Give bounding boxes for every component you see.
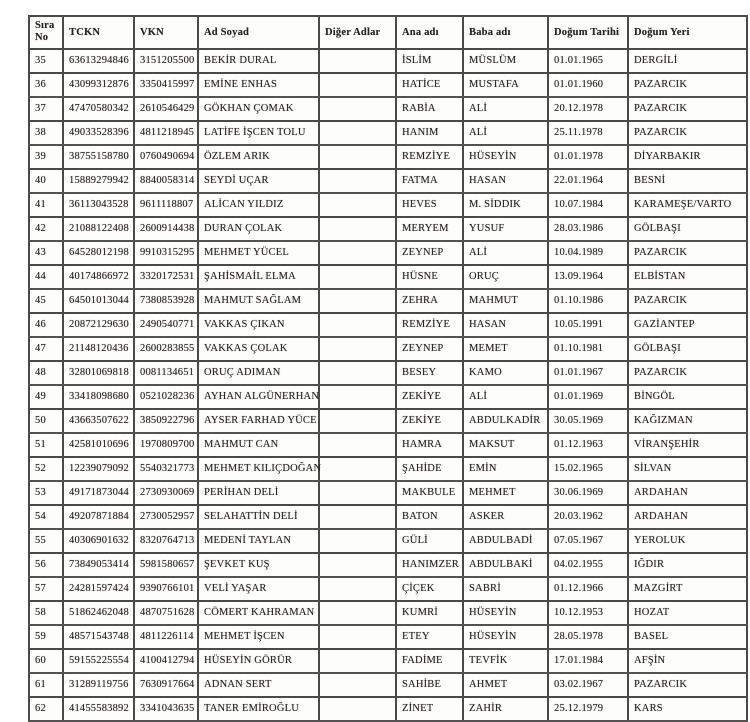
table-cell: HÜSEYİN GÖRÜR (198, 649, 319, 673)
table-cell: MEHMET (463, 481, 548, 505)
table-cell: 28.03.1986 (548, 217, 628, 241)
table-cell: M. SİDDIK (463, 193, 548, 217)
table-cell: 5981580657 (134, 553, 198, 577)
table-cell: 4811218945 (134, 121, 198, 145)
table-cell: AHMET (463, 673, 548, 697)
table-cell: 01.10.1986 (548, 289, 628, 313)
table-cell: 9611118807 (134, 193, 198, 217)
table-cell: ORUÇ (463, 265, 548, 289)
table-cell: 2730052957 (134, 505, 198, 529)
table-cell: 13.09.1964 (548, 265, 628, 289)
table-cell: 10.04.1989 (548, 241, 628, 265)
table-cell: 10.07.1984 (548, 193, 628, 217)
table-cell: MAZGİRT (628, 577, 747, 601)
persons-table (28, 15, 748, 722)
table-cell: HANIM (396, 121, 463, 145)
table-cell: MEHMET YÜCEL (198, 241, 319, 265)
table-cell: MEDENİ TAYLAN (198, 529, 319, 553)
table-cell: ÖZLEM ARIK (198, 145, 319, 169)
table-cell: MAHMUT SAĞLAM (198, 289, 319, 313)
table-cell: 48571543748 (63, 625, 134, 649)
table-cell: TEVFİK (463, 649, 548, 673)
table-cell (319, 145, 396, 169)
table-cell: 49033528396 (63, 121, 134, 145)
table-cell: KARAMEŞE/VARTO (628, 193, 747, 217)
table-cell: ASKER (463, 505, 548, 529)
table-cell: 0521028236 (134, 385, 198, 409)
table-cell: 8320764713 (134, 529, 198, 553)
table-cell (319, 169, 396, 193)
table-cell: 28.05.1978 (548, 625, 628, 649)
table-cell: 45 (29, 289, 63, 313)
table-cell: 59 (29, 625, 63, 649)
table-cell: MAKBULE (396, 481, 463, 505)
table-cell: 73849053414 (63, 553, 134, 577)
table-cell: 4870751628 (134, 601, 198, 625)
col-header-dogum-tarihi: Doğum Tarihi (548, 16, 628, 49)
table-cell: HOZAT (628, 601, 747, 625)
table-row (29, 481, 747, 505)
table-cell: BİNGÖL (628, 385, 747, 409)
table-cell: DERGİLİ (628, 49, 747, 73)
table-cell: 49171873044 (63, 481, 134, 505)
table-cell: AYSER FARHAD YÜCE (198, 409, 319, 433)
table-cell: TANER EMİROĞLU (198, 697, 319, 721)
table-cell: 7630917664 (134, 673, 198, 697)
table-cell (319, 673, 396, 697)
table-cell: HÜSEYİN (463, 601, 548, 625)
table-cell: 58 (29, 601, 63, 625)
table-cell: 42581010696 (63, 433, 134, 457)
table-cell (319, 73, 396, 97)
table-cell: REMZİYE (396, 313, 463, 337)
table-row (29, 121, 747, 145)
table-cell: ZEYNEP (396, 337, 463, 361)
table-cell: MEHMET İŞCEN (198, 625, 319, 649)
table-row (29, 337, 747, 361)
table-cell: HAMRA (396, 433, 463, 457)
table-row (29, 601, 747, 625)
table-cell: ZAHİR (463, 697, 548, 721)
table-cell: BEKİR DURAL (198, 49, 319, 73)
table-cell: 43 (29, 241, 63, 265)
table-cell: 2600914438 (134, 217, 198, 241)
table-cell: CÖMERT KAHRAMAN (198, 601, 319, 625)
table-cell: 15.02.1965 (548, 457, 628, 481)
table-row (29, 649, 747, 673)
table-cell: 20.03.1962 (548, 505, 628, 529)
table-cell: 44 (29, 265, 63, 289)
table-cell: ABDULBADİ (463, 529, 548, 553)
table-cell: 0081134651 (134, 361, 198, 385)
table-cell (319, 193, 396, 217)
table-cell: GÜLİ (396, 529, 463, 553)
table-cell (319, 313, 396, 337)
table-cell (319, 577, 396, 601)
table-cell: 64528012198 (63, 241, 134, 265)
table-cell: ORUÇ ADIMAN (198, 361, 319, 385)
table-cell (319, 217, 396, 241)
table-cell: 21088122408 (63, 217, 134, 241)
table-row (29, 49, 747, 73)
table-cell: MEHMET KILIÇDOĞAN (198, 457, 319, 481)
table-cell: 01.01.1965 (548, 49, 628, 73)
table-cell: 2600283855 (134, 337, 198, 361)
table-cell: 2490540771 (134, 313, 198, 337)
table-cell: PAZARCIK (628, 97, 747, 121)
table-cell: 01.01.1967 (548, 361, 628, 385)
table-cell: PAZARCIK (628, 361, 747, 385)
table-cell: 01.12.1966 (548, 577, 628, 601)
table-cell: 36 (29, 73, 63, 97)
table-cell (319, 385, 396, 409)
table-cell: HEVES (396, 193, 463, 217)
table-cell: BATON (396, 505, 463, 529)
table-cell (319, 265, 396, 289)
table-cell: ALİ (463, 97, 548, 121)
table-cell: 43663507622 (63, 409, 134, 433)
table-cell: 10.12.1953 (548, 601, 628, 625)
table-cell: FADİME (396, 649, 463, 673)
table-cell: BESNİ (628, 169, 747, 193)
table-cell: 3341043635 (134, 697, 198, 721)
table-cell: SİLVAN (628, 457, 747, 481)
table-cell: SABRİ (463, 577, 548, 601)
table-cell: 12239079092 (63, 457, 134, 481)
table-cell: 52 (29, 457, 63, 481)
table-cell: KAĞIZMAN (628, 409, 747, 433)
table-row (29, 673, 747, 697)
table-cell (319, 697, 396, 721)
table-cell: ZEHRA (396, 289, 463, 313)
col-header-vkn: VKN (134, 16, 198, 49)
table-cell: DURAN ÇOLAK (198, 217, 319, 241)
table-cell: HANIMZER (396, 553, 463, 577)
table-cell: 42 (29, 217, 63, 241)
table-row (29, 265, 747, 289)
table-cell: 48 (29, 361, 63, 385)
table-cell: 40174866972 (63, 265, 134, 289)
table-cell: FATMA (396, 169, 463, 193)
table-cell: ALİ (463, 241, 548, 265)
table-cell (319, 97, 396, 121)
table-cell: 46 (29, 313, 63, 337)
table-cell: 31289119756 (63, 673, 134, 697)
col-header-sira-no: Sıra No (29, 16, 63, 49)
table-cell: 40 (29, 169, 63, 193)
col-header-dogum-yeri: Doğum Yeri (628, 16, 747, 49)
table-cell: HÜSEYİN (463, 625, 548, 649)
table-cell: 3850922796 (134, 409, 198, 433)
table-cell: BASEL (628, 625, 747, 649)
table-cell: PAZARCIK (628, 73, 747, 97)
table-cell: 51 (29, 433, 63, 457)
table-cell: 40306901632 (63, 529, 134, 553)
table-cell: EMİNE ENHAS (198, 73, 319, 97)
table-cell (319, 649, 396, 673)
header-row (29, 16, 747, 49)
table-cell: VELİ YAŞAR (198, 577, 319, 601)
table-cell: ŞAHİSMAİL ELMA (198, 265, 319, 289)
table-cell: GAZİANTEP (628, 313, 747, 337)
table-cell: 7380853928 (134, 289, 198, 313)
table-cell: 38755158780 (63, 145, 134, 169)
table-cell: 36113043528 (63, 193, 134, 217)
table-cell (319, 625, 396, 649)
table-cell: 4811226114 (134, 625, 198, 649)
table-cell: SELAHATTİN DELİ (198, 505, 319, 529)
table-cell: 51862462048 (63, 601, 134, 625)
table-row (29, 217, 747, 241)
table-cell: 10.05.1991 (548, 313, 628, 337)
table-cell: PAZARCIK (628, 289, 747, 313)
table-cell: ARDAHAN (628, 481, 747, 505)
table-cell: 60 (29, 649, 63, 673)
table-cell: KAMO (463, 361, 548, 385)
table-cell: AFŞİN (628, 649, 747, 673)
table-cell: KARS (628, 697, 747, 721)
table-cell (319, 289, 396, 313)
table-row (29, 409, 747, 433)
table-cell: PAZARCIK (628, 673, 747, 697)
table-row (29, 697, 747, 721)
table-cell: ABDULBAKİ (463, 553, 548, 577)
table-cell: VAKKAS ÇIKAN (198, 313, 319, 337)
table-cell: 62 (29, 697, 63, 721)
table-cell: 49207871884 (63, 505, 134, 529)
table-cell: PAZARCIK (628, 241, 747, 265)
table-cell: 17.01.1984 (548, 649, 628, 673)
table-cell: MEMET (463, 337, 548, 361)
col-header-ana-adi: Ana adı (396, 16, 463, 49)
table-cell: HASAN (463, 169, 548, 193)
table-cell: MAKSUT (463, 433, 548, 457)
table-row (29, 505, 747, 529)
table-cell: 01.01.1969 (548, 385, 628, 409)
table-cell: 03.02.1967 (548, 673, 628, 697)
table-cell: 49 (29, 385, 63, 409)
table-cell: 30.05.1969 (548, 409, 628, 433)
table-cell: 59155225554 (63, 649, 134, 673)
table-cell (319, 457, 396, 481)
table-cell: ŞAHİDE (396, 457, 463, 481)
table-cell: SAHİBE (396, 673, 463, 697)
table-row (29, 313, 747, 337)
table-cell: HASAN (463, 313, 548, 337)
table-cell: 50 (29, 409, 63, 433)
table-cell (319, 481, 396, 505)
table-cell: ALİCAN YILDIZ (198, 193, 319, 217)
table-cell: KUMRİ (396, 601, 463, 625)
table-row (29, 145, 747, 169)
table-cell: 25.11.1978 (548, 121, 628, 145)
table-cell: ADNAN SERT (198, 673, 319, 697)
table-cell: 2610546429 (134, 97, 198, 121)
table-cell: MÜSLÜM (463, 49, 548, 73)
table-cell: 20872129630 (63, 313, 134, 337)
table-row (29, 241, 747, 265)
table-cell (319, 337, 396, 361)
table-cell: YUSUF (463, 217, 548, 241)
table-cell: ARDAHAN (628, 505, 747, 529)
table-cell: GÖKHAN ÇOMAK (198, 97, 319, 121)
table-cell: 04.02.1955 (548, 553, 628, 577)
table-row (29, 529, 747, 553)
table-cell: 2730930069 (134, 481, 198, 505)
table-cell: MAHMUT CAN (198, 433, 319, 457)
table-cell: HATİCE (396, 73, 463, 97)
table-cell: 30.06.1969 (548, 481, 628, 505)
table-cell: 25.12.1979 (548, 697, 628, 721)
table-cell: LATİFE İŞCEN TOLU (198, 121, 319, 145)
table-cell: YEROLUK (628, 529, 747, 553)
table-cell: 47470580342 (63, 97, 134, 121)
table-cell: 43099312876 (63, 73, 134, 97)
table-cell: 54 (29, 505, 63, 529)
table-cell (319, 121, 396, 145)
table-cell: PAZARCIK (628, 121, 747, 145)
table-cell: HÜSEYİN (463, 145, 548, 169)
table-cell: 01.01.1978 (548, 145, 628, 169)
table-cell: 01.12.1963 (548, 433, 628, 457)
table-cell: 07.05.1967 (548, 529, 628, 553)
table-cell: 3151205500 (134, 49, 198, 73)
table-cell: MAHMUT (463, 289, 548, 313)
table-cell: EMİN (463, 457, 548, 481)
table-row (29, 73, 747, 97)
table-cell: 0760490694 (134, 145, 198, 169)
table-cell: GÖLBAŞI (628, 337, 747, 361)
table-row (29, 385, 747, 409)
table-row (29, 625, 747, 649)
table-cell (319, 601, 396, 625)
table-cell: RABİA (396, 97, 463, 121)
table-cell: ZEKİYE (396, 385, 463, 409)
table-cell: 41455583892 (63, 697, 134, 721)
table-cell: 41 (29, 193, 63, 217)
table-cell: 47 (29, 337, 63, 361)
table-cell: IĞDIR (628, 553, 747, 577)
table-cell: 55 (29, 529, 63, 553)
table-cell: ETEY (396, 625, 463, 649)
table-cell: 33418098680 (63, 385, 134, 409)
table-cell: 35 (29, 49, 63, 73)
table-row (29, 577, 747, 601)
table-cell: SEYDİ UÇAR (198, 169, 319, 193)
table-cell (319, 49, 396, 73)
table-cell: 64501013044 (63, 289, 134, 313)
col-header-tckn: TCKN (63, 16, 134, 49)
table-cell: 21148120436 (63, 337, 134, 361)
table-cell: REMZİYE (396, 145, 463, 169)
table-cell: GÖLBAŞI (628, 217, 747, 241)
table-cell: ABDULKADİR (463, 409, 548, 433)
table-cell: ZEYNEP (396, 241, 463, 265)
table-cell: ELBİSTAN (628, 265, 747, 289)
table-cell: HÜSNE (396, 265, 463, 289)
table-cell: 57 (29, 577, 63, 601)
table-cell: 32801069818 (63, 361, 134, 385)
table-cell: İSLİM (396, 49, 463, 73)
table-cell: ÇİÇEK (396, 577, 463, 601)
table-row (29, 289, 747, 313)
table-cell: 8840058314 (134, 169, 198, 193)
table-cell (319, 241, 396, 265)
table-cell: 4100412794 (134, 649, 198, 673)
table-cell: 3350415997 (134, 73, 198, 97)
table-cell: 38 (29, 121, 63, 145)
table-cell: 56 (29, 553, 63, 577)
table-cell: PERİHAN DELİ (198, 481, 319, 505)
table-cell: ŞEVKET KUŞ (198, 553, 319, 577)
table-cell: 15889279942 (63, 169, 134, 193)
table-cell: 20.12.1978 (548, 97, 628, 121)
col-header-diger-adlar: Diğer Adlar (319, 16, 396, 49)
table-cell: VAKKAS ÇOLAK (198, 337, 319, 361)
table-cell: ZİNET (396, 697, 463, 721)
table-cell: BESEY (396, 361, 463, 385)
table-row (29, 97, 747, 121)
col-header-ad-soyad: Ad Soyad (198, 16, 319, 49)
table-cell: ALİ (463, 385, 548, 409)
table-cell: 9910315295 (134, 241, 198, 265)
table-cell: MUSTAFA (463, 73, 548, 97)
table-cell (319, 553, 396, 577)
table-row (29, 553, 747, 577)
table-cell: DİYARBAKIR (628, 145, 747, 169)
table-row (29, 169, 747, 193)
table-row (29, 457, 747, 481)
table-cell: 9390766101 (134, 577, 198, 601)
table-row (29, 193, 747, 217)
table-cell: MERYEM (396, 217, 463, 241)
table-cell: 39 (29, 145, 63, 169)
table-cell: 24281597424 (63, 577, 134, 601)
table-row (29, 433, 747, 457)
table-cell: 63613294846 (63, 49, 134, 73)
table-cell: 61 (29, 673, 63, 697)
table-cell: 1970809700 (134, 433, 198, 457)
table-row (29, 361, 747, 385)
table-cell: VİRANŞEHİR (628, 433, 747, 457)
table-cell (319, 361, 396, 385)
col-header-baba-adi: Baba adı (463, 16, 548, 49)
table-cell: 01.10.1981 (548, 337, 628, 361)
table-cell (319, 433, 396, 457)
table-cell: 22.01.1964 (548, 169, 628, 193)
table-cell: 01.01.1960 (548, 73, 628, 97)
table-cell: 3320172531 (134, 265, 198, 289)
table-cell: 53 (29, 481, 63, 505)
table-cell: AYHAN ALGÜNERHAN (198, 385, 319, 409)
table-cell: ZEKİYE (396, 409, 463, 433)
table-cell: 5540321773 (134, 457, 198, 481)
table-cell (319, 529, 396, 553)
table-cell (319, 505, 396, 529)
table-cell: ALİ (463, 121, 548, 145)
table-cell: 37 (29, 97, 63, 121)
table-cell (319, 409, 396, 433)
